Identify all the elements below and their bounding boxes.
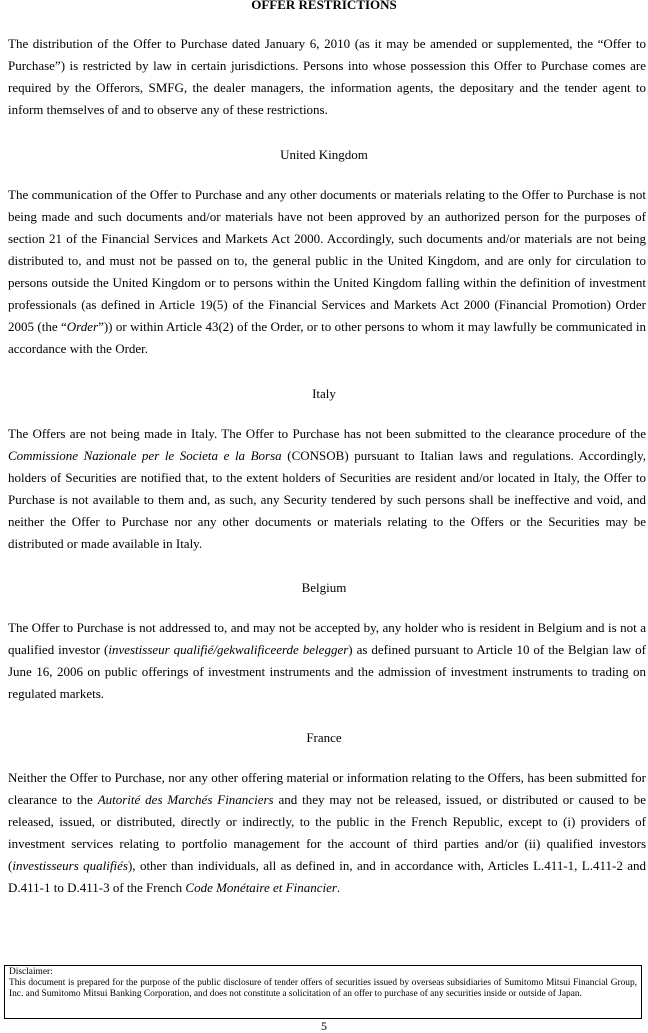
belgium-term: investisseur qualifié/gekwalificeerde belegger (108, 642, 349, 657)
france-term-code: Code Monétaire et Financier (185, 880, 337, 895)
france-text-2: and they may not be released, issued, or distributed or caused to be released, issued, or distributed, directly or indirectly, to the public in the French Republic, except to (i) providers of investment services relating to portfolio management for the account of third parties and/or (ii) qualified investors ( (8, 792, 647, 873)
heading-belgium: Belgium (301, 580, 347, 595)
disclaimer-label: Disclaimer: (9, 967, 53, 977)
belgium-text-1: The Offer to Purchase is not addressed to, and may not be accepted by, any holder who is resident in Belgium and is not a qualified investor ( (8, 620, 646, 657)
italy-text-2: (CONSOB) pursuant to Italian laws and regulations. Accordingly, holders of Securities are notified that, to the extent holders of Securities are resident and/or located in Italy, the Offer to Purchase is not available to them and, as such, any Security tendered by such persons shall be ineffective and void, and neither the Offer to Purchase nor any other documents or materials relating to the Offers or the Securities may be distributed or made available in Italy. (8, 448, 647, 551)
page-number: 5 (321, 1019, 327, 1033)
intro-paragraph (8, 33, 646, 121)
disclaimer-box (4, 965, 642, 1019)
italy-term-consob: Commissione Nazionale per le Societa e la Borsa (8, 448, 282, 463)
uk-text-1: The communication of the Offer to Purchase and any other documents or materials relating to the Offer to Purchase is not being made and such documents and/or materials have not been approved by an authorized person for the purposes of section 21 of the Financial Services and Markets Act 2000. Accordingly, such documents and/or materials are not being distributed to, and must not be passed on to, the general public in the United Kingdom, and are only for circulation to persons outside the United Kingdom or to persons within the United Kingdom falling within the definition of investment professionals (as defined in Article 19(5) of the Financial Services and Markets Act 2000 (Financial Promotion) Order 2005 (the “ (8, 187, 646, 334)
uk-text-2: ”)) or within Article 43(2) of the Order, or to other persons to whom it may lawfully be communicated in accordance with the Order. (8, 319, 647, 356)
uk-paragraph (8, 184, 646, 360)
intro-text: The distribution of the Offer to Purchase dated January 6, 2010 (as it may be amended or supplemented, the “Offer to Purchase”) is restricted by law in certain jurisdictions. Persons into whose possession this Offer to Purchase comes are required by the Offerors, SMFG, the dealer managers, the information agents, the depositary and the tender agent to inform themselves of and to observe any of these restrictions. (8, 36, 646, 117)
page-title: OFFER RESTRICTIONS (251, 0, 397, 12)
heading-france: France (306, 730, 342, 745)
france-text-1: Neither the Offer to Purchase, nor any other offering material or information relating to the Offers, has been submitted for clearance to the (8, 770, 646, 807)
heading-united-kingdom: United Kingdom (280, 147, 368, 162)
france-text-3: ), other than individuals, all as defined in, and in accordance with, Articles L.411-1, L.411-2 and D.411-1 to D.411-3 of the French (8, 858, 647, 895)
france-term-amf: Autorité des Marchés Financiers (97, 792, 274, 807)
italy-paragraph (8, 423, 646, 555)
disclaimer-text: This document is prepared for the purpose of the public disclosure of tender offers of securities issued by overseas subsidiaries of Sumitomo Mitsui Financial Group, Inc. and Sumitomo Mitsui Banking Corporation, and does not constitute a solicitation of an offer to purchase of any securities inside or outside of Japan. (9, 978, 637, 999)
france-term-qualified: investisseurs qualifiés (12, 858, 128, 873)
france-paragraph (8, 767, 646, 899)
belgium-paragraph (8, 617, 646, 705)
belgium-text-2: ) as defined pursuant to Article 10 of the Belgian law of June 16, 2006 on public offerings of investment instruments and the admission of investment instruments to trading on regulated markets. (8, 642, 646, 701)
uk-term-order: Order (66, 319, 99, 334)
italy-text-1: The Offers are not being made in Italy. The Offer to Purchase has not been submitted to the clearance procedure of the (8, 426, 646, 441)
heading-italy: Italy (312, 386, 336, 401)
france-text-4: . (336, 880, 341, 895)
